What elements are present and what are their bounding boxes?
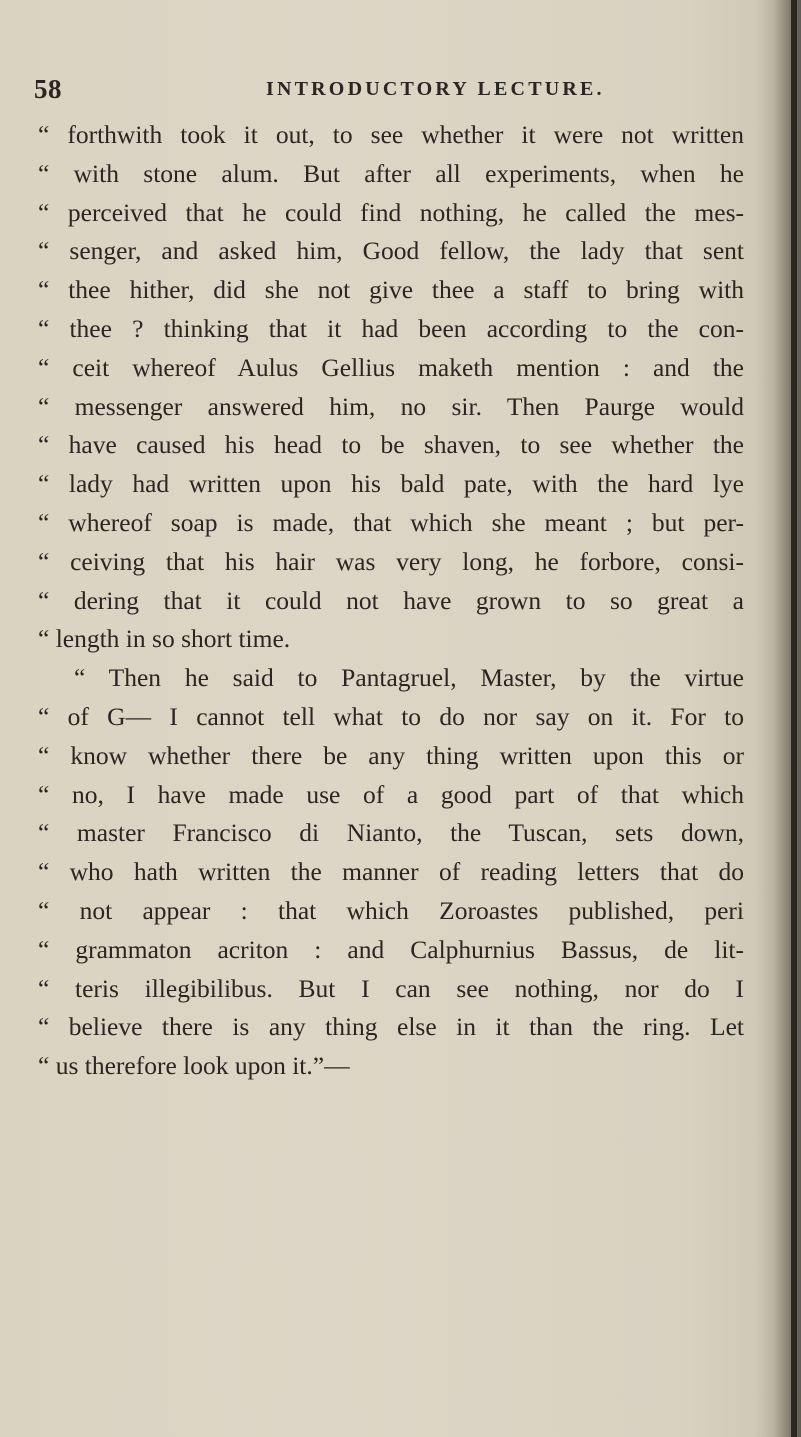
text-line: “ with stone alum. But after all experiments, when he	[38, 158, 744, 188]
text-line: “ senger, and asked him, Good fellow, the lady that sent	[38, 236, 744, 266]
text-line: “ whereof soap is made, that which she meant ; but per-	[38, 507, 744, 537]
page-number: 58	[34, 74, 62, 104]
text-line: “ thee ? thinking that it had been according to the con-	[38, 313, 744, 343]
text-line: “ of G— I cannot tell what to do nor say on it. For to	[38, 701, 744, 731]
text-line: “ no, I have made use of a good part of that which	[38, 779, 744, 809]
body-text	[38, 116, 744, 1086]
text-line: “ forthwith took it out, to see whether it were not written	[38, 120, 744, 149]
text-line-paragraph-end: “ us therefore look upon it.”—	[38, 1051, 350, 1081]
text-line: “ teris illegibilibus. But I can see nothing, nor do I	[38, 973, 744, 1003]
text-line: “ not appear : that which Zoroastes published, peri	[38, 895, 744, 925]
text-line: “ master Francisco di Nianto, the Tuscan, sets down,	[38, 818, 744, 848]
text-line: “ believe there is any thing else in it than the ring. Let	[38, 1012, 744, 1042]
text-line-paragraph-end: “ length in so short time.	[38, 624, 291, 654]
text-line: “ who hath written the manner of reading letters that do	[38, 857, 744, 887]
text-line: “ ceiving that his hair was very long, he forbore, consi-	[38, 546, 744, 576]
text-line: “ perceived that he could find nothing, he called the mes-	[38, 197, 744, 227]
text-line: “ know whether there be any thing written upon this or	[38, 740, 744, 770]
text-line: “ ceit whereof Aulus Gellius maketh mention : and the	[38, 352, 744, 382]
text-line: “ lady had written upon his bald pate, with the hard lye	[38, 469, 744, 499]
running-head: INTRODUCTORY LECTURE.	[266, 78, 605, 100]
text-line: “ have caused his head to be shaven, to see whether the	[38, 430, 744, 460]
page-edge-binding	[791, 0, 797, 1437]
page-header	[34, 74, 734, 108]
text-line-paragraph-start: “ Then he said to Pantagruel, Master, by the virtue	[74, 663, 744, 693]
text-line: “ thee hither, did she not give thee a staff to bring with	[38, 275, 744, 305]
text-line: “ dering that it could not have grown to so great a	[38, 585, 744, 615]
text-line: “ messenger answered him, no sir. Then Paurge would	[38, 391, 744, 421]
text-line: “ grammaton acriton : and Calphurnius Bassus, de lit-	[38, 934, 744, 964]
